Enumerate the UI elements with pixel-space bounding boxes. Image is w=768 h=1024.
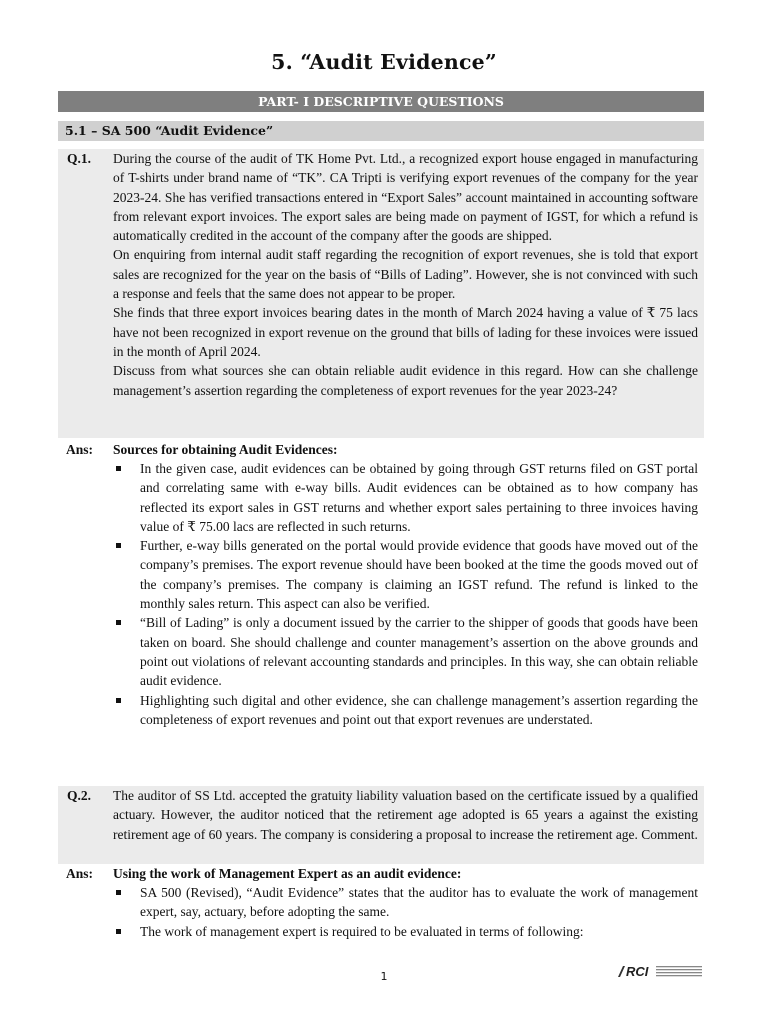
part-header: PART- I DESCRIPTIVE QUESTIONS xyxy=(58,91,704,112)
bullet-square-icon xyxy=(116,620,121,625)
answer-1-heading: Sources for obtaining Audit Evidences: xyxy=(113,442,338,457)
bullet-item xyxy=(140,922,698,941)
bullet-text: Highlighting such digital and other evidence, she can challenge management’s assertion regarding the completeness of export revenues and point out that export revenues are understated. xyxy=(140,692,698,727)
bullet-item xyxy=(140,613,698,690)
question-1-text xyxy=(113,149,698,400)
question-1-block xyxy=(58,149,704,438)
bullet-item xyxy=(140,883,698,922)
answer-2-bullet-list xyxy=(140,883,698,941)
bullet-text: “Bill of Lading” is only a document issued by the carrier to the shipper of goods that goods have been taken on board. She should challenge and counter management’s assertion on the above grounds and point out violations of relevant accounting standards and principles. In this way, she can obtain reliable audit evidence. xyxy=(140,615,698,689)
question-paragraph: She finds that three export invoices bearing dates in the month of March 2024 having a value of ₹ 75 lacs have not been recognized in export revenue on the ground that bills of lading for these invoices were issued in the month of April 2024. xyxy=(113,305,698,359)
bullet-text: The work of management expert is required to be evaluated in terms of following: xyxy=(140,923,584,939)
bullet-square-icon xyxy=(116,929,121,934)
bullet-item xyxy=(140,536,698,613)
page-number: 1 xyxy=(380,970,388,983)
section-header: 5.1 – SA 500 “Audit Evidence” xyxy=(58,121,704,141)
bullet-text: Further, e-way bills generated on the portal would provide evidence that goods have moved out of the company’s premises. The export revenue should have been booked at the time the goods moved out of the company’s premises. The company is claiming an IGST refund. The refund is linked to the monthly sales return. This aspect can also be verified. xyxy=(140,538,698,612)
bullet-text: In the given case, audit evidences can be obtained by going through GST returns filed on GST portal and correlating same with e-way bills. Audit evidences can be obtained as to how company has reflected its export sales in GST returns and whether export sales pertaining to three invoices having value of ₹ 75.00 lacs are reflected in such returns. xyxy=(140,461,698,534)
bullet-square-icon xyxy=(116,698,121,703)
bullet-item xyxy=(140,691,698,730)
bullet-square-icon xyxy=(116,466,121,471)
page-title: 5. “Audit Evidence” xyxy=(271,50,497,74)
question-2-text xyxy=(113,786,698,844)
rci-logo xyxy=(616,963,704,979)
question-paragraph: The auditor of SS Ltd. accepted the gratuity liability valuation based on the certificate issued by a qualified actuary. However, the auditor noticed that the retirement age adopted is 65 years a against the existing retirement age of 60 years. The company is considering a proposal to increase the retirement age. Comment. xyxy=(113,788,698,842)
question-2-label: Q.2. xyxy=(67,788,92,803)
question-paragraph: On enquiring from internal audit staff regarding the recognition of export revenues, she is told that export sales are recognized for the year on the basis of “Bills of Lading”. However, she is not convinced with such a response and feels that the same does not appear to be proper. xyxy=(113,247,698,302)
bullet-item xyxy=(140,459,698,536)
answer-2-heading: Using the work of Management Expert as an audit evidence: xyxy=(113,866,462,881)
logo-text: RCI xyxy=(626,964,649,979)
answer-2-label: Ans: xyxy=(66,866,94,881)
bullet-square-icon xyxy=(116,543,121,548)
question-2-block xyxy=(58,786,704,864)
question-1-label: Q.1. xyxy=(67,151,92,166)
bullet-text: SA 500 (Revised), “Audit Evidence” states that the auditor has to evaluate the work of management expert, say, actuary, before adopting the same. xyxy=(140,885,698,920)
answer-1-bullet-list xyxy=(140,459,698,729)
question-paragraph: During the course of the audit of TK Home Pvt. Ltd., a recognized export house engaged in manufacturing of T-shirts under brand name of “TK”. CA Tripti is verifying export revenues of the company for the year 2023-24. She has verified transactions entered in “Export Sales” account maintained in accounting software from relevant export invoices. The export sales are being made on payment of IGST, for which a refund is automatically credited in the account of the company after the goods are shipped. xyxy=(113,151,698,244)
answer-1-label: Ans: xyxy=(66,442,94,457)
question-paragraph: Discuss from what sources she can obtain reliable audit evidence in this regard. How can she challenge management’s assertion regarding the completeness of export revenues for the year 2023-24? xyxy=(113,363,698,398)
bullet-square-icon xyxy=(116,890,121,895)
